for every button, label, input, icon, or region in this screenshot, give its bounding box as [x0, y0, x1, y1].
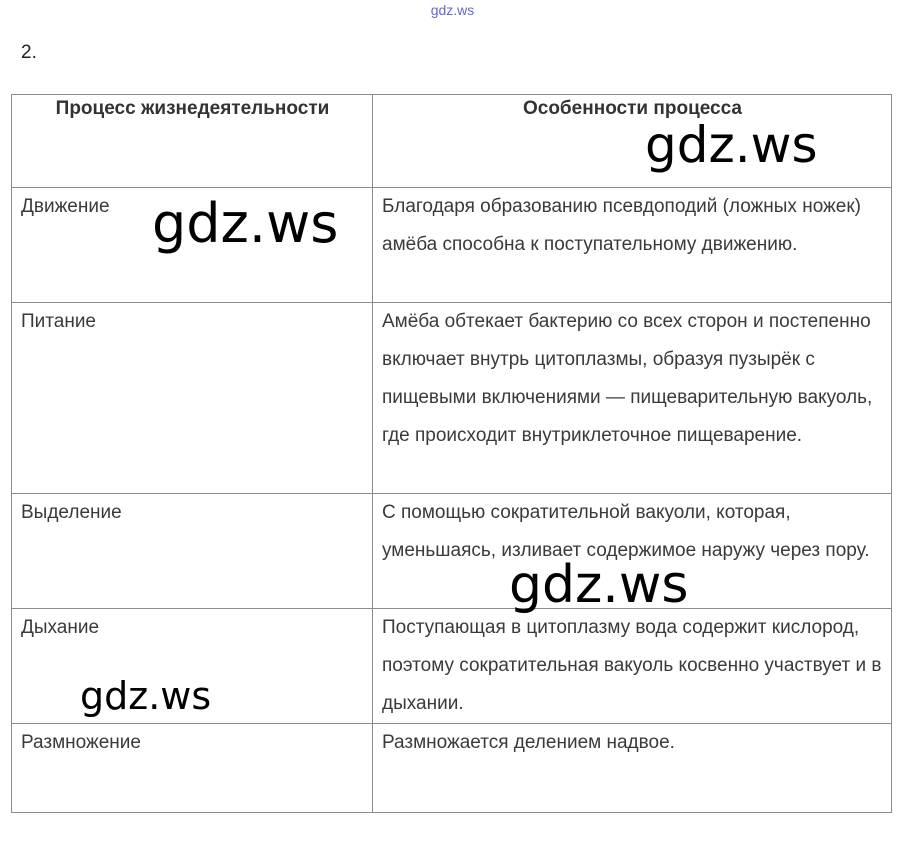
- header-features: Особенности процесса: [373, 95, 892, 188]
- process-cell: Питание: [12, 303, 373, 494]
- description-cell: Благодаря образованию псевдоподий (ложных ножек) амёба способна к поступательному движению.: [373, 188, 892, 303]
- table-row: [12, 188, 892, 303]
- table-row: [12, 724, 892, 813]
- table-row: [12, 303, 892, 494]
- table-row: [12, 609, 892, 724]
- header-process: Процесс жизнедеятельности: [12, 95, 373, 188]
- table-header-row: [12, 95, 892, 188]
- watermark: gdz.ws: [80, 674, 212, 718]
- task-number: 2.: [21, 42, 37, 63]
- site-label: gdz.ws: [430, 2, 475, 18]
- description-cell: Амёба обтекает бактерию со всех сторон и постепенно включает внутрь цитоплазмы, образуя пузырёк с пищевыми включениями — пищеварительную вакуоль, где происходит внутриклеточное пищеварение.: [373, 303, 892, 494]
- process-cell: Дыхание: [12, 609, 373, 724]
- process-cell: Размножение: [12, 724, 373, 813]
- process-table: [11, 94, 892, 813]
- process-cell: Выделение: [12, 494, 373, 609]
- process-cell: Движение: [12, 188, 373, 303]
- table-row: [12, 494, 892, 609]
- description-cell: С помощью сократительной вакуоли, которая, уменьшаясь, изливает содержимое наружу через пору.: [373, 494, 892, 609]
- description-cell: Поступающая в цитоплазму вода содержит кислород, поэтому сократительная вакуоль косвенно участвует и в дыхании.: [373, 609, 892, 724]
- watermark: gdz.ws: [645, 116, 818, 174]
- watermark: gdz.ws: [152, 192, 339, 255]
- description-cell: Размножается делением надвое.: [373, 724, 892, 813]
- watermark: gdz.ws: [509, 555, 689, 615]
